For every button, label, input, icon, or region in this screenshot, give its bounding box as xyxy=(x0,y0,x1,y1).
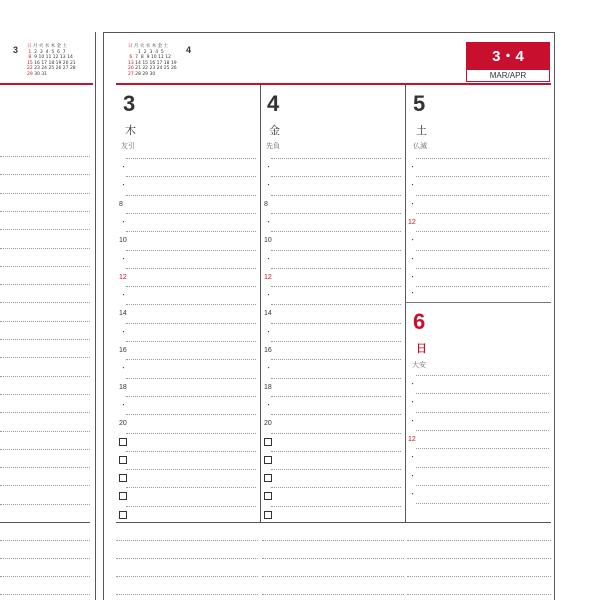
left-page-memo-rule xyxy=(0,558,90,559)
time-rule-fri xyxy=(271,250,401,251)
todo-checkbox-fri xyxy=(264,438,272,446)
time-rule-fri xyxy=(271,341,401,342)
half-hour-dot-sat: ・ xyxy=(409,237,416,245)
time-rule-fri xyxy=(271,323,401,324)
hour-label-thu: 20 xyxy=(119,420,127,428)
half-hour-dot-sat: ・ xyxy=(409,273,416,281)
time-rule-thu xyxy=(126,341,256,342)
hour-label-thu: 16 xyxy=(119,347,127,354)
time-rule-sun xyxy=(416,503,549,504)
hour-label-thu: 12 xyxy=(119,273,127,281)
time-rule-sun xyxy=(416,485,549,486)
left-page-rule xyxy=(0,284,90,285)
hour-label-fri: 10 xyxy=(264,237,272,245)
left-page-rule xyxy=(0,174,90,175)
time-rule-thu xyxy=(126,433,256,434)
hour-label-fri: 8 xyxy=(264,200,268,208)
half-hour-dot-sat: ・ xyxy=(409,164,416,171)
hour-label-sat: 12 xyxy=(408,218,416,226)
time-rule-sat xyxy=(416,213,549,214)
left-page-rule xyxy=(0,229,90,230)
rokuyo-sun: 大安 xyxy=(412,361,426,369)
right-mini-month-label: 4 xyxy=(186,45,192,55)
header-red-line xyxy=(116,83,551,85)
time-rule-thu xyxy=(126,451,256,452)
left-page-rule xyxy=(0,339,90,340)
hour-label-fri: 20 xyxy=(264,420,272,428)
day-separator-1 xyxy=(260,85,261,523)
time-rule-sat xyxy=(416,286,549,287)
time-rule-thu xyxy=(126,396,256,397)
half-hour-dot-sun: ・ xyxy=(409,472,416,480)
todo-checkbox-thu xyxy=(119,456,127,464)
time-rule-fri xyxy=(271,286,401,287)
time-rule-thu xyxy=(126,506,256,507)
time-rule-sat xyxy=(416,195,549,196)
hour-label-thu: 10 xyxy=(119,237,127,245)
half-hour-dot-sat: ・ xyxy=(409,255,416,263)
time-rule-thu xyxy=(126,378,256,379)
time-rule-fri xyxy=(271,433,401,434)
memo-rule xyxy=(407,576,551,577)
left-mini-calendar: 日 月 火 水 木 金 土 1 2 3 4 5 6 7 8 9 10 11 12 13 14 15 16 17 18 19 20 21 22 23 24 25 26 27 28 29 30 31 xyxy=(27,44,76,77)
time-rule-fri xyxy=(271,414,401,415)
hour-label-thu: 14 xyxy=(119,310,127,318)
time-rule-sun xyxy=(416,393,549,394)
todo-checkbox-thu xyxy=(119,438,127,446)
half-hour-dot-sun: ・ xyxy=(409,490,416,498)
weekday-thu: 木 xyxy=(125,125,136,137)
rokuyo-fri: 先負 xyxy=(266,142,280,150)
weekday-fri: 金 xyxy=(269,125,280,137)
time-rule-thu xyxy=(126,195,256,196)
sat-sun-divider xyxy=(405,302,551,303)
half-hour-dot-thu: ・ xyxy=(120,182,127,190)
memo-rule xyxy=(262,558,404,559)
time-rule-sat xyxy=(416,231,549,232)
right-page-edge xyxy=(554,32,555,600)
day-grid-bottom xyxy=(116,522,551,523)
todo-checkbox-fri xyxy=(264,511,272,519)
time-rule-thu xyxy=(126,469,256,470)
time-rule-sun xyxy=(416,467,549,468)
left-page-rule xyxy=(0,248,90,249)
weekday-sat: 土 xyxy=(416,125,427,137)
time-rule-sun xyxy=(416,375,549,376)
left-page-rule xyxy=(0,302,90,303)
left-page-rule xyxy=(0,211,90,212)
hour-label-fri: 12 xyxy=(264,273,272,281)
left-page-rule xyxy=(0,156,90,157)
left-page-rule xyxy=(0,431,90,432)
half-hour-dot-thu: ・ xyxy=(120,164,127,171)
todo-checkbox-fri xyxy=(264,474,272,482)
time-rule-sun xyxy=(416,448,549,449)
todo-checkbox-fri xyxy=(264,492,272,500)
hour-label-sun: 12 xyxy=(408,435,416,443)
half-hour-dot-fri: ・ xyxy=(265,164,272,171)
half-hour-dot-fri: ・ xyxy=(265,292,272,300)
month-badge xyxy=(466,42,550,82)
time-rule-fri xyxy=(271,469,401,470)
time-rule-fri xyxy=(271,378,401,379)
memo-rule xyxy=(116,576,258,577)
half-hour-dot-sun: ・ xyxy=(409,381,416,388)
left-page-memo-rule xyxy=(0,576,90,577)
hour-label-fri: 16 xyxy=(264,347,272,354)
left-header-red-line xyxy=(0,83,93,85)
half-hour-dot-sun: ・ xyxy=(409,399,416,407)
half-hour-dot-sat: ・ xyxy=(409,290,416,297)
left-page-rule xyxy=(0,193,90,194)
left-page-memo-rule xyxy=(0,540,90,541)
time-rule-sun xyxy=(416,430,549,431)
left-page-rule xyxy=(0,266,90,267)
half-hour-dot-fri: ・ xyxy=(265,401,272,409)
half-hour-dot-thu: ・ xyxy=(120,365,127,373)
time-rule-fri xyxy=(271,451,401,452)
memo-rule xyxy=(116,558,258,559)
memo-rule xyxy=(407,540,551,541)
half-hour-dot-fri: ・ xyxy=(265,365,272,373)
time-rule-fri xyxy=(271,231,401,232)
half-hour-dot-sun: ・ xyxy=(409,417,416,425)
time-rule-thu xyxy=(126,158,256,159)
time-rule-thu xyxy=(126,213,256,214)
memo-rule xyxy=(262,540,404,541)
left-mini-month-label: 3 xyxy=(13,45,19,55)
right-mini-calendar: 日 月 火 水 木 金 土 1 2 3 4 5 6 7 8 9 10 11 12 13 14 15 16 17 18 19 20 21 22 23 24 25 26 27 28 29 30 xyxy=(128,44,177,77)
left-page-rule xyxy=(0,376,90,377)
day-number-5: 5 xyxy=(413,91,426,116)
time-rule-fri xyxy=(271,487,401,488)
time-rule-fri xyxy=(271,195,401,196)
time-rule-thu xyxy=(126,487,256,488)
memo-rule xyxy=(116,594,258,595)
day-number-3: 3 xyxy=(123,91,136,116)
half-hour-dot-sat: ・ xyxy=(409,182,416,190)
time-rule-thu xyxy=(126,176,256,177)
time-rule-sat xyxy=(416,158,549,159)
time-rule-fri xyxy=(271,359,401,360)
time-rule-fri xyxy=(271,158,401,159)
left-page-rule xyxy=(0,394,90,395)
left-page-rule xyxy=(0,412,90,413)
half-hour-dot-fri: ・ xyxy=(265,255,272,263)
time-rule-thu xyxy=(126,323,256,324)
time-rule-fri xyxy=(271,304,401,305)
todo-checkbox-thu xyxy=(119,511,127,519)
time-rule-fri xyxy=(271,396,401,397)
hour-label-fri: 18 xyxy=(264,383,272,391)
top-border xyxy=(103,32,555,33)
left-page-bottom-line xyxy=(0,522,90,523)
half-hour-dot-fri: ・ xyxy=(265,218,272,226)
memo-rule xyxy=(116,540,258,541)
half-hour-dot-thu: ・ xyxy=(120,328,127,336)
memo-rule xyxy=(262,594,404,595)
badge-label: MAR/APR xyxy=(489,71,527,80)
half-hour-dot-thu: ・ xyxy=(120,255,127,263)
hour-label-thu: 18 xyxy=(119,383,127,391)
day-number-4: 4 xyxy=(267,91,280,116)
left-page-margin-line xyxy=(95,32,96,600)
hour-label-fri: 14 xyxy=(264,310,272,318)
left-page-rule xyxy=(0,357,90,358)
time-rule-sat xyxy=(416,250,549,251)
half-hour-dot-thu: ・ xyxy=(120,218,127,226)
time-rule-thu xyxy=(126,231,256,232)
todo-checkbox-thu xyxy=(119,474,127,482)
left-page-memo-rule xyxy=(0,594,90,595)
todo-checkbox-thu xyxy=(119,492,127,500)
half-hour-dot-fri: ・ xyxy=(265,182,272,190)
time-rule-fri xyxy=(271,176,401,177)
half-hour-dot-thu: ・ xyxy=(120,292,127,300)
time-rule-fri xyxy=(271,506,401,507)
left-page-rule xyxy=(0,485,90,486)
left-page-rule xyxy=(0,467,90,468)
time-rule-sat xyxy=(416,268,549,269)
day-separator-2 xyxy=(405,85,406,523)
half-hour-dot-thu: ・ xyxy=(120,401,127,409)
memo-rule xyxy=(262,576,404,577)
time-rule-thu xyxy=(126,286,256,287)
time-rule-sun xyxy=(416,412,549,413)
time-rule-thu xyxy=(126,304,256,305)
half-hour-dot-sat: ・ xyxy=(409,200,416,208)
time-rule-thu xyxy=(126,268,256,269)
left-page-edge xyxy=(103,32,104,600)
half-hour-dot-fri: ・ xyxy=(265,328,272,336)
todo-checkbox-fri xyxy=(264,456,272,464)
left-page-rule xyxy=(0,504,90,505)
weekday-sun: 日 xyxy=(416,343,427,355)
rokuyo-thu: 友引 xyxy=(121,142,135,150)
day-number-6: 6 xyxy=(413,309,426,334)
time-rule-sat xyxy=(416,176,549,177)
memo-rule xyxy=(407,594,551,595)
left-page-rule xyxy=(0,449,90,450)
half-hour-dot-sun: ・ xyxy=(409,454,416,462)
time-rule-fri xyxy=(271,213,401,214)
time-rule-fri xyxy=(271,268,401,269)
hour-label-thu: 8 xyxy=(119,200,123,208)
left-page-rule xyxy=(0,321,90,322)
badge-months: 3・4 xyxy=(467,43,549,70)
time-rule-thu xyxy=(126,359,256,360)
time-rule-thu xyxy=(126,250,256,251)
rokuyo-sat: 仏滅 xyxy=(413,142,427,150)
memo-rule xyxy=(407,558,551,559)
time-rule-thu xyxy=(126,414,256,415)
